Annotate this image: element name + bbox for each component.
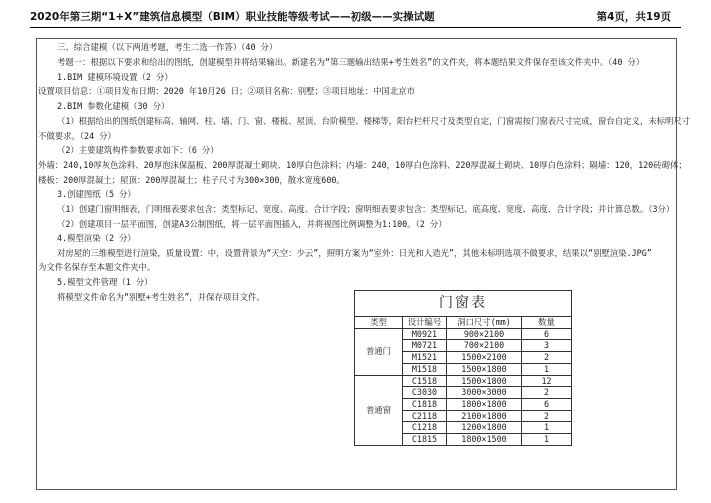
item-4-text-cont: 为文件名保存至本题文件夹中。 bbox=[38, 262, 156, 272]
item-3-2-text: （2）创建项目一层平面图，创建A3公制图纸，将一层平面图插入，并将视图比例调整为1:100。（2 分） bbox=[57, 219, 447, 229]
cell-code: C1818 bbox=[403, 398, 447, 410]
cell-size: 1500×1800 bbox=[447, 363, 522, 375]
cell-code: M1518 bbox=[403, 363, 447, 375]
cell-size: 1500×2100 bbox=[447, 352, 522, 364]
item-2-heading: 2.BIM 参数化建模（30 分） bbox=[57, 101, 170, 111]
item-3-heading: 3.创建图纸（5 分） bbox=[57, 189, 136, 199]
item-5-text: 将模型文件命名为“别墅+考生姓名”，并保存项目文件。 bbox=[57, 292, 265, 302]
cell-size: 1500×1800 bbox=[447, 375, 522, 387]
cell-qty: 2 bbox=[522, 410, 572, 422]
cell-code: M0721 bbox=[403, 340, 447, 352]
col-header-qty: 数量 bbox=[522, 317, 572, 329]
cell-size: 1800×1800 bbox=[447, 398, 522, 410]
door-window-table bbox=[354, 290, 572, 446]
table-caption: 门窗表 bbox=[355, 291, 572, 317]
cell-size: 700×2100 bbox=[447, 340, 522, 352]
item-2-2-floors: 楼板：200厚混凝土；屋顶：200厚混凝土；柱子尺寸为300×300，散水宽度600。 bbox=[38, 175, 345, 185]
table-row bbox=[355, 328, 572, 340]
cell-code: M0921 bbox=[403, 328, 447, 340]
cell-qty: 6 bbox=[522, 328, 572, 340]
cell-size: 900×2100 bbox=[447, 328, 522, 340]
cell-qty: 2 bbox=[522, 387, 572, 399]
cell-code: M1521 bbox=[403, 352, 447, 364]
col-header-type: 类型 bbox=[355, 317, 403, 329]
col-header-code: 设计编号 bbox=[403, 317, 447, 329]
item-3-1-text: （1）创建门窗明细表，门明细表要求包含：类型标记、宽度、高度、合计字段；窗明细表要求包含：类型标记、底高度、宽度、高度、合计字段；并计算总数。（3分） bbox=[57, 204, 675, 214]
page-header bbox=[0, 0, 711, 28]
item-2-1-text-cont: 不做要求。（24 分） bbox=[38, 131, 116, 141]
item-1-heading: 1.BIM 建模环境设置（2 分） bbox=[57, 72, 173, 82]
table-row bbox=[355, 375, 572, 387]
cell-code: C1815 bbox=[403, 434, 447, 446]
cell-qty: 1 bbox=[522, 422, 572, 434]
table-header-row bbox=[355, 317, 572, 329]
item-2-2-walls: 外墙：240,10厚灰色涂料、20厚泡沫保温板、200厚混凝土砌块、10厚白色涂料；内墙：240，10厚白色涂料、220厚混凝土砌块、10厚白色涂料；隔墙：120，120砖砌体； bbox=[38, 160, 687, 170]
exam-title: 2020年第三期“1+X”建筑信息模型（BIM）职业技能等级考试——初级——实操试题 bbox=[30, 11, 435, 23]
cell-size: 1800×1500 bbox=[447, 434, 522, 446]
section-heading: 三、综合建模（以下两道考题，考生二选一作答）（40 分） bbox=[57, 42, 278, 52]
col-header-size: 洞口尺寸(mm) bbox=[447, 317, 522, 329]
cell-code: C1218 bbox=[403, 422, 447, 434]
item-1-text: 设置项目信息：①项目发布日期：2020 年10月26 日；②项目名称：别墅；③项目地址：中国北京市 bbox=[38, 86, 416, 96]
cell-qty: 1 bbox=[522, 434, 572, 446]
item-4-text: 对房屋的三维模型进行渲染，质量设置：中，设置背景为“天空：少云”，照明方案为“室外：日光和人造光”，其他未标明选项不做要求，结果以“别墅渲染.JPG” bbox=[57, 248, 652, 258]
header-rule bbox=[30, 27, 681, 28]
cell-qty: 1 bbox=[522, 363, 572, 375]
group-type-door: 普通门 bbox=[355, 328, 403, 375]
group-type-window: 普通窗 bbox=[355, 375, 403, 445]
item-2-1-text: （1）根据给出的图纸创建标高、轴网、柱、墙、门、窗、楼板、屋顶、台阶模型、楼梯等，阳台栏杆尺寸及类型自定，门窗需按门窗表尺寸完成，窗台自定义，未标明尺寸 bbox=[57, 116, 691, 126]
item-4-heading: 4.模型渲染（2 分） bbox=[57, 233, 136, 243]
cell-code: C3030 bbox=[403, 387, 447, 399]
cell-qty: 12 bbox=[522, 375, 572, 387]
cell-code: C2118 bbox=[403, 410, 447, 422]
item-2-2-heading: （2）主要建筑构件参数要求如下：（6 分） bbox=[57, 145, 219, 155]
cell-qty: 3 bbox=[522, 340, 572, 352]
question-intro: 考题一：根据以下要求和给出的图纸，创建模型并将结果输出。新建名为“第三题输出结果+考生姓名”的文件夹，将本题结果文件保存至该文件夹中。（40 分） bbox=[57, 57, 645, 67]
cell-size: 1200×1800 bbox=[447, 422, 522, 434]
item-5-heading: 5.模型文件管理（1 分） bbox=[57, 277, 153, 287]
cell-qty: 6 bbox=[522, 398, 572, 410]
cell-qty: 2 bbox=[522, 352, 572, 364]
page-number: 第4页，共19页 bbox=[596, 11, 671, 23]
cell-size: 3000×3000 bbox=[447, 387, 522, 399]
cell-code: C1518 bbox=[403, 375, 447, 387]
cell-size: 2100×1800 bbox=[447, 410, 522, 422]
